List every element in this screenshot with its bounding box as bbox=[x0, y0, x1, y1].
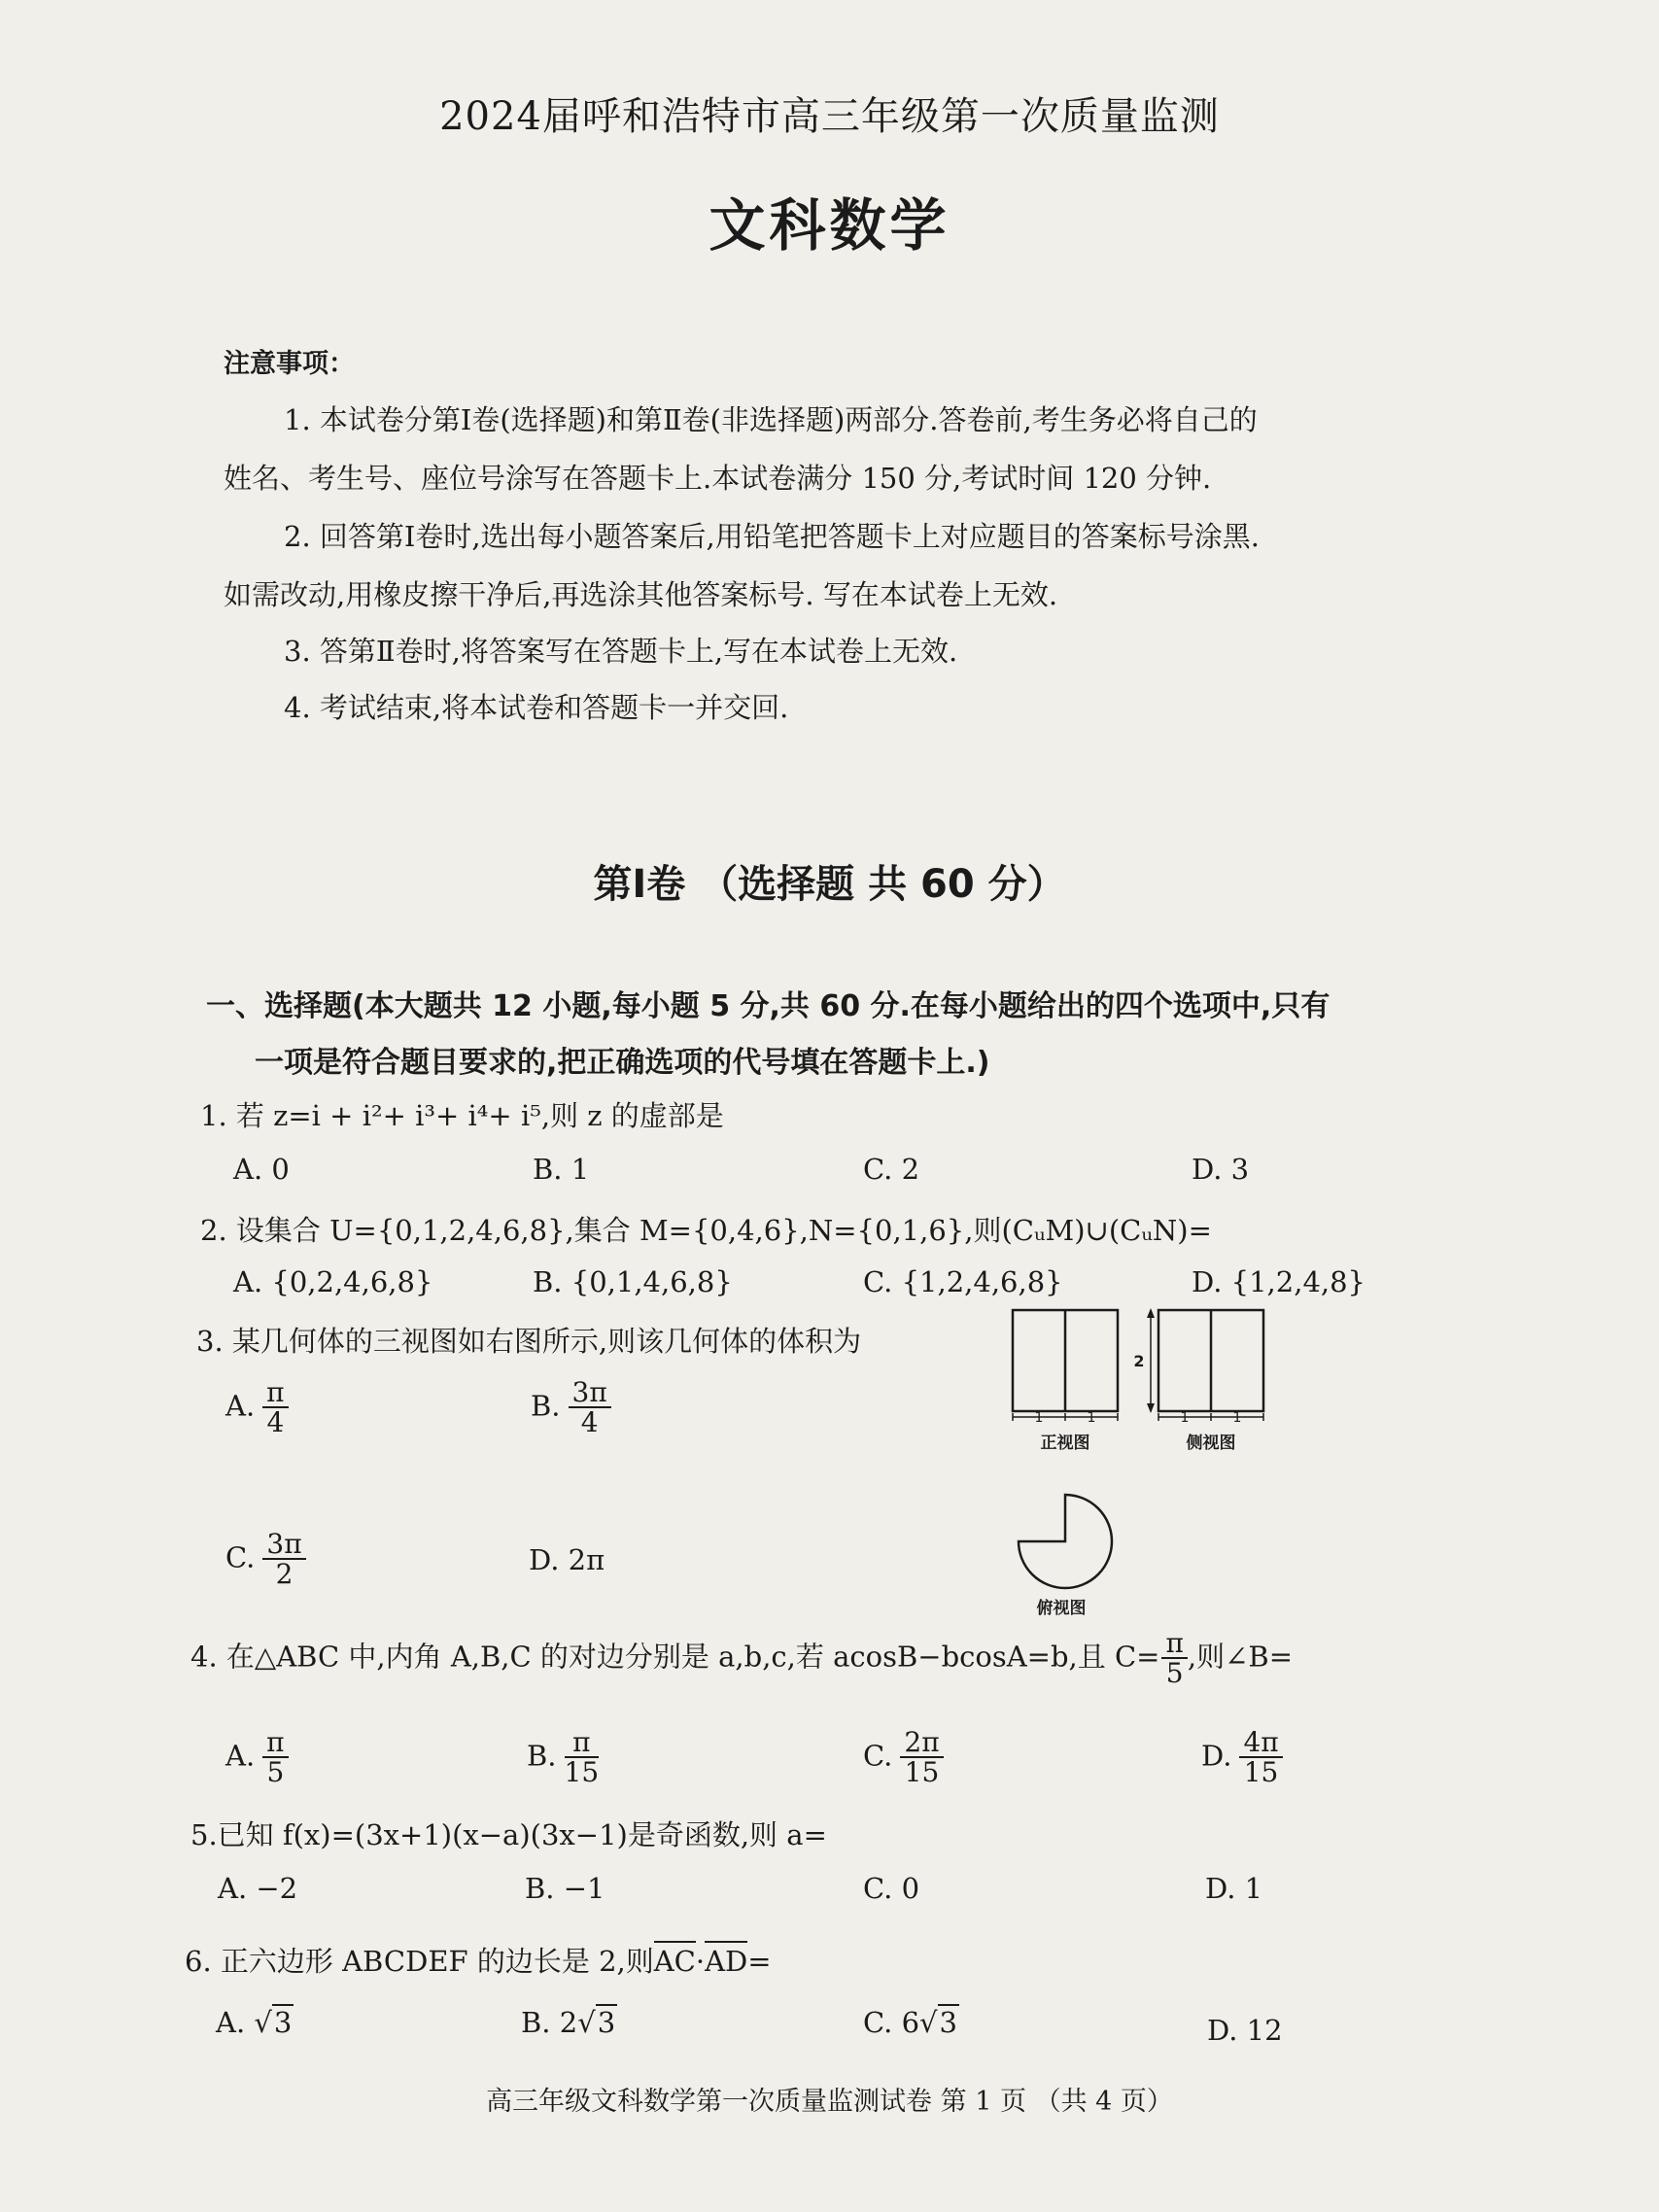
q3-option-b-label: B. bbox=[531, 1389, 561, 1423]
top-view bbox=[1019, 1495, 1112, 1618]
side-dim-label-2: 1 bbox=[1232, 1410, 1242, 1426]
exam-subject: 文科数学 bbox=[709, 192, 950, 259]
notes-heading: 注意事项： bbox=[224, 349, 355, 379]
section-title: 第Ⅰ卷 （选择题 共 60 分） bbox=[593, 862, 1066, 907]
q4-option-b-label: B. bbox=[527, 1739, 557, 1773]
q6-option-d: D. 12 bbox=[1207, 2014, 1283, 2047]
q4-option-b bbox=[527, 1728, 599, 1787]
height-arrow-top bbox=[1147, 1308, 1155, 1318]
q4-option-d bbox=[1201, 1728, 1283, 1787]
note-item-1-line-2: 姓名、考生号、座位号涂写在答题卡上.本试卷满分 150 分,考试时间 120 分钟. bbox=[224, 462, 1212, 495]
q4-option-c-numerator: 2π bbox=[900, 1728, 943, 1758]
q2-option-c: C. {1,2,4,6,8} bbox=[863, 1265, 1063, 1298]
q2-option-b: B. {0,1,4,6,8} bbox=[533, 1265, 733, 1298]
q4-stem-denominator: 5 bbox=[1165, 1657, 1184, 1690]
q3-option-c-numerator: 3π bbox=[262, 1530, 305, 1560]
top-view-label: 俯视图 bbox=[1036, 1599, 1087, 1618]
q5-option-b: B. −1 bbox=[525, 1872, 605, 1905]
q6-option-b-label: B. 2 bbox=[521, 2006, 578, 2039]
q3-option-a-label: A. bbox=[225, 1389, 256, 1423]
q6-option-a-label: A. bbox=[216, 2006, 246, 2039]
q3-three-view-figure bbox=[1001, 1302, 1273, 1633]
q3-option-b-fraction bbox=[569, 1378, 611, 1437]
q4-option-c bbox=[863, 1728, 944, 1787]
q6-option-c-label: C. 6 bbox=[863, 2006, 920, 2039]
q6-vector-ac-label: AC bbox=[653, 1945, 696, 1978]
front-dim-label-1: 1 bbox=[1034, 1410, 1044, 1426]
q4-option-c-label: C. bbox=[863, 1739, 893, 1773]
q6-stem bbox=[185, 1940, 772, 1980]
q6-option-b: B. 2√3 bbox=[521, 2006, 616, 2039]
q6-vector-ad-label: AD bbox=[705, 1945, 748, 1978]
q4-option-b-denominator: 15 bbox=[564, 1756, 600, 1789]
q4-stem-post: ,则∠B= bbox=[1187, 1640, 1294, 1674]
q4-option-d-fraction bbox=[1239, 1728, 1282, 1787]
q4-option-c-fraction bbox=[900, 1728, 943, 1787]
page-footer: 高三年级文科数学第一次质量监测试卷 第 1 页 （共 4 页） bbox=[486, 2087, 1173, 2117]
q3-option-a-fraction bbox=[262, 1378, 288, 1437]
q1-option-b: B. 1 bbox=[533, 1153, 590, 1186]
q6-vector-ad bbox=[705, 1941, 747, 1978]
q6-option-a: A. √3 bbox=[216, 2006, 293, 2039]
side-view bbox=[1158, 1310, 1263, 1453]
q5-stem: 5.已知 f(x)=(3x+1)(x−a)(3x−1)是奇函数,则 a= bbox=[190, 1818, 827, 1851]
q6-vector-ac-arrow bbox=[654, 1941, 696, 1943]
q3-option-b bbox=[531, 1378, 611, 1437]
q6-vector-ac bbox=[654, 1941, 696, 1978]
q1-option-c: C. 2 bbox=[863, 1153, 920, 1186]
q1-option-d: D. 3 bbox=[1192, 1153, 1250, 1186]
q3-option-c-fraction bbox=[262, 1530, 305, 1589]
q4-stem-numerator: π bbox=[1161, 1629, 1187, 1659]
height-marker bbox=[1133, 1308, 1155, 1413]
front-view-label: 正视图 bbox=[1040, 1434, 1090, 1453]
side-view-label: 侧视图 bbox=[1186, 1434, 1236, 1453]
q6-stem-post: = bbox=[747, 1945, 772, 1978]
q4-option-d-denominator: 15 bbox=[1243, 1756, 1279, 1789]
q4-option-d-numerator: 4π bbox=[1239, 1728, 1282, 1758]
q1-option-a: A. 0 bbox=[233, 1153, 290, 1186]
q6-option-c: C. 6√3 bbox=[863, 2006, 957, 2039]
q3-option-c bbox=[225, 1530, 306, 1589]
q4-stem-pre: 4. 在△ABC 中,内角 A,B,C 的对边分别是 a,b,c,若 acosB−bcosA=b,且 C= bbox=[190, 1640, 1160, 1674]
q3-option-c-denominator: 2 bbox=[275, 1558, 294, 1591]
q4-option-a-fraction bbox=[262, 1728, 288, 1787]
q5-option-a: A. −2 bbox=[218, 1872, 298, 1905]
q2-stem: 2. 设集合 U={0,1,2,4,6,8},集合 M={0,4,6},N={0,1,6},则(CᵤM)∪(CᵤN)= bbox=[200, 1214, 1212, 1247]
side-dim-label-1: 1 bbox=[1180, 1410, 1190, 1426]
q4-stem-fraction bbox=[1161, 1629, 1187, 1688]
front-dim-label-2: 1 bbox=[1087, 1410, 1096, 1426]
q4-option-a-denominator: 5 bbox=[266, 1756, 285, 1789]
q4-option-b-fraction bbox=[565, 1728, 600, 1787]
q3-option-a-denominator: 4 bbox=[266, 1406, 285, 1439]
height-label: 2 bbox=[1133, 1352, 1145, 1370]
q6-stem-pre: 6. 正六边形 ABCDEF 的边长是 2,则 bbox=[185, 1945, 654, 1978]
q4-option-b-numerator: π bbox=[565, 1728, 600, 1758]
q3-option-d: D. 2π bbox=[529, 1543, 605, 1576]
q6-vector-ad-arrow bbox=[705, 1941, 747, 1943]
q3-option-c-label: C. bbox=[225, 1540, 256, 1574]
note-item-3: 3. 答第Ⅱ卷时,将答案写在答题卡上,写在本试卷上无效. bbox=[284, 635, 958, 668]
top-view-shape bbox=[1019, 1495, 1112, 1588]
q3-option-a bbox=[225, 1378, 289, 1437]
q4-option-a bbox=[225, 1728, 289, 1787]
q1-stem: 1. 若 z=i + i²+ i³+ i⁴+ i⁵,则 z 的虚部是 bbox=[200, 1099, 724, 1132]
q2-option-d: D. {1,2,4,8} bbox=[1192, 1265, 1366, 1298]
note-item-4: 4. 考试结束,将本试卷和答题卡一并交回. bbox=[284, 691, 789, 724]
q6-dot: · bbox=[695, 1945, 706, 1978]
q3-option-b-numerator: 3π bbox=[569, 1378, 611, 1408]
note-item-2-line-2: 如需改动,用橡皮擦干净后,再选涂其他答案标号. 写在本试卷上无效. bbox=[224, 578, 1058, 611]
q4-option-c-denominator: 15 bbox=[904, 1756, 940, 1789]
front-view bbox=[1013, 1310, 1118, 1453]
q6-option-a-radicand: 3 bbox=[273, 2006, 293, 2039]
note-item-2-line-1: 2. 回答第Ⅰ卷时,选出每小题答案后,用铅笔把答题卡上对应题目的答案标号涂黑. bbox=[284, 520, 1260, 553]
exam-title: 2024届呼和浩特市高三年级第一次质量监测 bbox=[439, 94, 1220, 139]
q5-option-d: D. 1 bbox=[1205, 1872, 1263, 1905]
section-instruction-line-2: 一项是符合题目要求的,把正确选项的代号填在答题卡上.) bbox=[255, 1046, 990, 1080]
q4-option-a-label: A. bbox=[225, 1739, 256, 1773]
q3-stem: 3. 某几何体的三视图如右图所示,则该几何体的体积为 bbox=[196, 1325, 862, 1358]
note-item-1-line-1: 1. 本试卷分第Ⅰ卷(选择题)和第Ⅱ卷(非选择题)两部分.答卷前,考生务必将自己的 bbox=[284, 403, 1258, 436]
q6-option-b-radicand: 3 bbox=[597, 2006, 616, 2039]
q4-stem bbox=[190, 1629, 1293, 1688]
height-arrow-bottom bbox=[1147, 1403, 1155, 1413]
section-instruction-line-1: 一、选择题(本大题共 12 小题,每小题 5 分,共 60 分.在每小题给出的四个选项中,只有 bbox=[206, 989, 1331, 1023]
q2-option-a: A. {0,2,4,6,8} bbox=[233, 1265, 433, 1298]
q4-option-d-label: D. bbox=[1201, 1739, 1232, 1773]
q3-option-b-denominator: 4 bbox=[580, 1406, 599, 1439]
q6-option-c-radicand: 3 bbox=[939, 2006, 957, 2039]
q3-option-a-numerator: π bbox=[262, 1378, 288, 1408]
q5-option-c: C. 0 bbox=[863, 1872, 920, 1905]
q4-option-a-numerator: π bbox=[262, 1728, 288, 1758]
